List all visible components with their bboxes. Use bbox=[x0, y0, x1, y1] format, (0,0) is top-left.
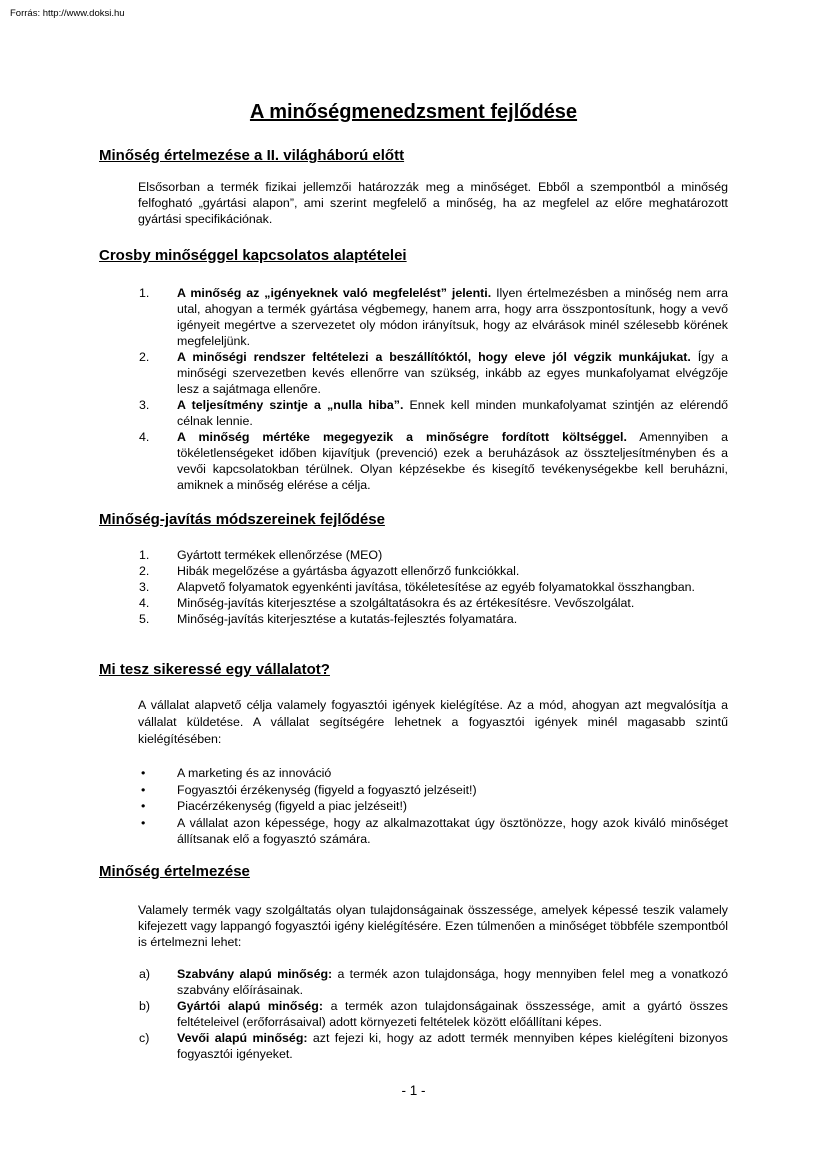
list-item bbox=[138, 579, 728, 595]
list-item-text: a termék azon tulajdonságainak összessége, amit a gyártó összes feltételeivel (erőforrásaival) adott környezeti feltételek között előállítani képes. bbox=[177, 999, 728, 1029]
list-item-text: Fogyasztói érzékenység (figyeld a fogyasztó jelzéseit!) bbox=[177, 782, 477, 797]
list-item bbox=[138, 782, 728, 799]
list-item bbox=[138, 429, 728, 493]
list-item-bold: Vevői alapú minőség: bbox=[177, 1031, 308, 1045]
page-title: A minőségmenedzsment fejlődése bbox=[249, 101, 578, 123]
list-item-text: azt fejezi ki, hogy az adott termék mennyiben képes kielégíteni bizonyos fogyasztói igényeket. bbox=[177, 1031, 728, 1061]
list-item bbox=[138, 349, 728, 397]
list-number: 2. bbox=[139, 564, 150, 578]
success-bullet-list bbox=[138, 765, 728, 848]
list-item bbox=[138, 397, 728, 429]
list-item bbox=[138, 765, 728, 782]
list-item-bold: A minőség mértéke megegyezik a minőségre fordított költséggel. bbox=[177, 430, 627, 444]
list-item bbox=[138, 1030, 728, 1062]
list-item-text: A vállalat azon képessége, hogy az alkalmazottakat úgy ösztönözze, hogy azok kiváló minőséget állítsanak elő a fogyasztó számára. bbox=[177, 815, 728, 846]
list-item-bold: A minőség az „igényeknek való megfelelést” jelenti. bbox=[177, 286, 492, 300]
list-item bbox=[138, 595, 728, 611]
list-number: 4. bbox=[139, 430, 150, 444]
list-item bbox=[138, 285, 728, 349]
list-item bbox=[138, 547, 728, 563]
improvement-list bbox=[138, 547, 728, 627]
page-number: - 1 - bbox=[401, 1083, 426, 1098]
list-item-text: Piacérzékenység (figyeld a piac jelzéseit!) bbox=[177, 799, 408, 813]
list-item bbox=[138, 966, 728, 998]
list-number: 3. bbox=[139, 398, 150, 412]
crosby-list bbox=[138, 285, 728, 493]
list-item-text: Minőség-javítás kiterjesztése a szolgáltatásokra és az értékesítésre. Vevőszolgálat. bbox=[177, 596, 635, 610]
list-item-text: Minőség-javítás kiterjesztése a kutatás-fejlesztés folyamatára. bbox=[177, 612, 518, 626]
quality-definitions-list bbox=[138, 966, 728, 1062]
list-number: 2. bbox=[139, 350, 150, 364]
list-item-text: Gyártott termékek ellenőrzése (MEO) bbox=[177, 548, 383, 562]
section-1-paragraph: Elsősorban a termék fizikai jellemzői határozzák meg a minőséget. Ebből a szempontból a minőség felfogható „gyártási alapon”, ami szerint megfelelő a minőség, ha az megfelel az előre meghatározott gyártási specifikációnak. bbox=[138, 180, 728, 226]
bullet-icon: • bbox=[141, 782, 146, 797]
list-item-bold: A minőségi rendszer feltételezi a beszállítóktól, hogy eleve jól végzik munkájukat. bbox=[177, 350, 691, 364]
list-item bbox=[138, 815, 728, 848]
list-item bbox=[138, 998, 728, 1030]
list-item-bold: Szabvány alapú minőség: bbox=[177, 967, 333, 981]
list-number: 1. bbox=[139, 286, 150, 300]
list-item-text: Amennyiben a tökéletlenségeket időben kijavítjuk (prevenció) ezek a beruházások az összteljesítményben és a vevői kapcsolatokban térülnek. Olyan képzésekbe és kisegítő tevékenységekbe kell beruházni, amiknek a minőség elérése a célja. bbox=[177, 430, 728, 492]
list-item-text: Ilyen értelmezésben a minőség nem arra utal, ahogyan a termék gyártása végbemegy, hanem arra, hogy arra összpontosítunk, hogy a vevő igényeit megértve a szervezetet oly módon irányítsuk, hogy az elvárások minél szélesebb körének megfeleljünk. bbox=[177, 286, 728, 348]
list-number: 3. bbox=[139, 580, 150, 594]
list-item bbox=[138, 611, 728, 627]
section-heading-5: Minőség értelmezése bbox=[99, 863, 250, 880]
section-heading-2: Crosby minőséggel kapcsolatos alaptételei bbox=[99, 247, 407, 264]
list-number: 1. bbox=[139, 548, 150, 562]
list-number: 4. bbox=[139, 596, 150, 610]
list-letter: c) bbox=[139, 1031, 150, 1045]
list-letter: a) bbox=[139, 967, 151, 981]
list-item-text: Ennek kell minden munkafolyamat szintjén az elérendő célnak lennie. bbox=[177, 398, 728, 428]
list-number: 5. bbox=[139, 612, 150, 626]
section-4-paragraph: A vállalat alapvető célja valamely fogyasztói igények kielégítése. Az a mód, ahogyan azt megvalósítja a vállalat küldetése. A vállalat segítségére lehetnek a fogyasztói igények minél magasabb szintű kielégítésében: bbox=[138, 698, 728, 746]
list-item-text: Alapvető folyamatok egyenkénti javítása, tökéletesítése az egyéb folyamatokkal összhangban. bbox=[177, 580, 695, 594]
list-item bbox=[138, 563, 728, 579]
list-item-text: Hibák megelőzése a gyártásba ágyazott ellenőrző funkciókkal. bbox=[177, 564, 520, 578]
list-item-text: Így a minőségi szervezetben kevés ellenőrre van szükség, inkább az egyes munkafolyamat elvégzője lesz a sajátmaga ellenőre. bbox=[177, 350, 729, 396]
bullet-icon: • bbox=[141, 815, 146, 830]
source-note: Forrás: http://www.doksi.hu bbox=[10, 8, 125, 19]
section-heading-4: Mi tesz sikeressé egy vállalatot? bbox=[99, 661, 330, 678]
list-item bbox=[138, 798, 728, 815]
list-item-text: a termék azon tulajdonsága, hogy mennyiben felel meg a vonatkozó szabvány előírásainak. bbox=[177, 967, 729, 997]
list-item-text: A marketing és az innováció bbox=[177, 766, 332, 780]
bullet-icon: • bbox=[141, 799, 146, 813]
list-letter: b) bbox=[139, 999, 151, 1013]
section-heading-3: Minőség-javítás módszereinek fejlődése bbox=[99, 511, 385, 528]
list-item-bold: A teljesítmény szintje a „nulla hiba”. bbox=[177, 398, 404, 412]
section-heading-1: Minőség értelmezése a II. világháború előtt bbox=[99, 147, 405, 164]
section-5-paragraph: Valamely termék vagy szolgáltatás olyan tulajdonságainak összessége, amelyek képessé teszik valamely kifejezett vagy lappangó fogyasztói igény kielégítésére. Ezen túlmenően a minőséget többféle szempontból is értelmezni lehet: bbox=[138, 903, 728, 949]
bullet-icon: • bbox=[141, 766, 146, 780]
list-item-bold: Gyártói alapú minőség: bbox=[177, 999, 323, 1013]
